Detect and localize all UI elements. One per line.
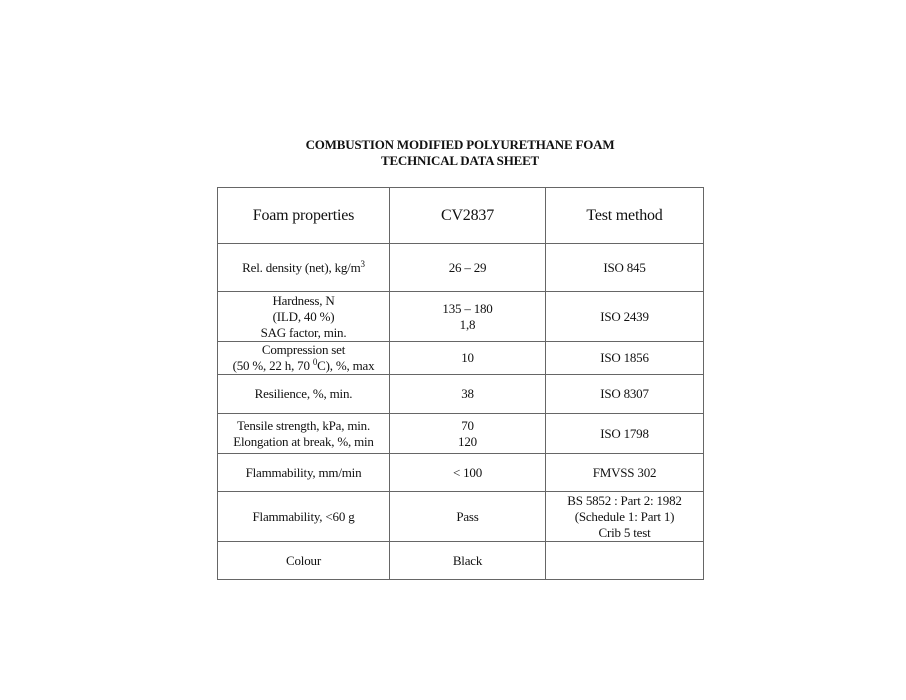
table-row-resilience [218,375,704,414]
header-product-code: CV2837 [390,188,546,244]
table-row-hardness [218,292,704,342]
value-cell: 26 – 29 [390,244,546,292]
value-cell: 10 [390,342,546,375]
property-text: C), %, max [317,358,375,373]
technical-data-table [217,187,704,580]
property-superscript: 3 [360,258,365,269]
value-cell: 38 [390,375,546,414]
property-cell [218,414,390,454]
property-line: (ILD, 40 %) [272,308,335,324]
property-line [222,358,385,374]
value-line: 1,8 [459,316,476,332]
value-cell [390,414,546,454]
property-cell: Flammability, <60 g [218,492,390,542]
table-row-density [218,244,704,292]
property-line: Tensile strength, kPa, min. [236,417,371,433]
property-cell [218,342,390,375]
value-cell [390,292,546,342]
method-cell: FMVSS 302 [546,454,704,492]
table-row-flammability-rate [218,454,704,492]
property-cell: Colour [218,542,390,580]
property-cell [218,244,390,292]
property-cell: Resilience, %, min. [218,375,390,414]
method-cell: ISO 2439 [546,292,704,342]
method-cell [546,542,704,580]
property-line: Hardness, N [272,292,335,308]
table-row-flammability-crib [218,492,704,542]
table-header-row [218,188,704,244]
value-line: 135 – 180 [442,300,493,316]
title-line-1: COMBUSTION MODIFIED POLYURETHANE FOAM [305,137,615,152]
property-line: Compression set [261,342,346,357]
property-cell: Flammability, mm/min [218,454,390,492]
method-cell [546,492,704,542]
value-line: 120 [458,433,477,449]
value-cell: Black [390,542,546,580]
method-cell: ISO 1798 [546,414,704,454]
property-text: Rel. density (net), kg/m [242,259,361,275]
title-line-2: TECHNICAL DATA SHEET [380,153,540,168]
table-row-compression [218,342,704,375]
method-line: Crib 5 test [598,524,651,540]
table-row-tensile [218,414,704,454]
method-cell: ISO 8307 [546,375,704,414]
method-cell: ISO 1856 [546,342,704,375]
property-superscript: 0 [312,357,318,367]
property-line: Elongation at break, %, min [233,433,374,449]
method-cell: ISO 845 [546,244,704,292]
value-cell: Pass [390,492,546,542]
header-foam-properties: Foam properties [218,188,390,244]
document-title [0,137,906,169]
property-text: (50 %, 22 h, 70 [232,358,313,373]
table-row-colour [218,542,704,580]
method-line: BS 5852 : Part 2: 1982 [567,492,682,508]
method-line: (Schedule 1: Part 1) [574,508,675,524]
header-test-method: Test method [546,188,704,244]
property-line: SAG factor, min. [260,324,347,340]
value-cell: < 100 [390,454,546,492]
value-line: 70 [461,417,474,433]
property-cell [218,292,390,342]
